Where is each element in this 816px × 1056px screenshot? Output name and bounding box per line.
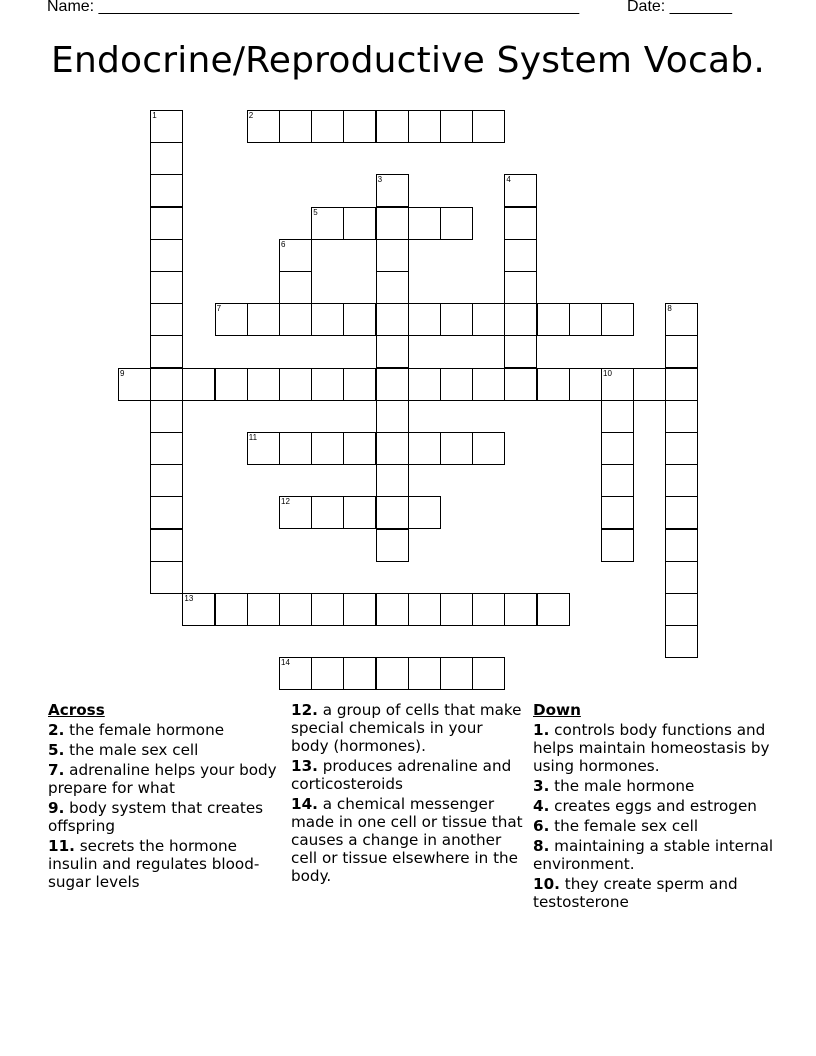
grid-cell[interactable] — [504, 207, 537, 240]
grid-cell[interactable] — [376, 432, 409, 465]
grid-cell[interactable] — [247, 110, 280, 143]
grid-cell[interactable] — [376, 207, 409, 240]
grid-cell[interactable] — [472, 303, 505, 336]
grid-cell[interactable] — [311, 368, 344, 401]
grid-cell[interactable] — [150, 303, 183, 336]
grid-cell[interactable] — [311, 110, 344, 143]
grid-cell[interactable] — [311, 303, 344, 336]
grid-cell[interactable] — [440, 593, 473, 626]
clue-across-9 — [48, 799, 278, 835]
clue-number: 4. — [533, 797, 550, 815]
grid-cell[interactable] — [665, 529, 698, 562]
grid-cell[interactable] — [665, 561, 698, 594]
grid-cell[interactable] — [440, 110, 473, 143]
clue-across-13 — [291, 757, 523, 793]
clue-text: a chemical messenger made in one cell or tissue that causes a change in another cell or tissue elsewhere in the body. — [291, 795, 523, 885]
clue-across-14 — [291, 795, 523, 885]
grid-cell[interactable] — [247, 368, 280, 401]
grid-cell[interactable] — [665, 400, 698, 433]
grid-cell[interactable] — [504, 335, 537, 368]
grid-cell[interactable] — [665, 303, 698, 336]
grid-cell[interactable] — [343, 110, 376, 143]
grid-cell[interactable] — [376, 303, 409, 336]
grid-cell[interactable] — [376, 335, 409, 368]
clue-text: maintaining a stable internal environment. — [533, 837, 774, 873]
grid-cell[interactable] — [472, 593, 505, 626]
clue-number: 1. — [533, 721, 550, 739]
grid-cell[interactable] — [279, 303, 312, 336]
clue-number: 12. — [291, 701, 318, 719]
grid-cell[interactable] — [182, 368, 215, 401]
clue-text: the female sex cell — [549, 817, 699, 835]
grid-cell[interactable] — [408, 593, 441, 626]
grid-cell[interactable] — [150, 142, 183, 175]
grid-cell[interactable] — [376, 657, 409, 690]
clue-number: 10. — [533, 875, 560, 893]
grid-cell[interactable] — [247, 303, 280, 336]
grid-cell[interactable] — [150, 496, 183, 529]
grid-cell[interactable] — [215, 593, 248, 626]
grid-cell[interactable] — [504, 368, 537, 401]
grid-cell[interactable] — [569, 303, 602, 336]
grid-cell[interactable] — [343, 496, 376, 529]
grid-cell[interactable] — [182, 593, 215, 626]
grid-cell[interactable] — [150, 335, 183, 368]
down-heading: Down — [533, 701, 581, 719]
clue-text: body system that creates offspring — [48, 799, 264, 835]
grid-cell[interactable] — [376, 174, 409, 207]
grid-cell[interactable] — [569, 368, 602, 401]
clue-number-label: 11 — [248, 433, 258, 442]
grid-cell[interactable] — [343, 432, 376, 465]
grid-cell[interactable] — [376, 593, 409, 626]
grid-cell[interactable] — [408, 432, 441, 465]
grid-cell[interactable] — [279, 432, 312, 465]
grid-cell[interactable] — [376, 464, 409, 497]
grid-cell[interactable] — [118, 368, 151, 401]
clue-down-4 — [533, 797, 778, 815]
grid-cell[interactable] — [633, 368, 666, 401]
grid-cell[interactable] — [504, 271, 537, 304]
grid-cell[interactable] — [408, 657, 441, 690]
grid-cell[interactable] — [440, 303, 473, 336]
grid-cell[interactable] — [601, 400, 634, 433]
grid-cell[interactable] — [408, 496, 441, 529]
grid-cell[interactable] — [279, 593, 312, 626]
grid-cell[interactable] — [343, 657, 376, 690]
clue-number: 8. — [533, 837, 550, 855]
clue-down-10 — [533, 875, 778, 911]
grid-cell[interactable] — [150, 207, 183, 240]
grid-cell[interactable] — [215, 303, 248, 336]
clue-number-label: 3 — [377, 175, 383, 185]
grid-cell[interactable] — [504, 303, 537, 336]
grid-cell[interactable] — [665, 335, 698, 368]
grid-cell[interactable] — [440, 207, 473, 240]
grid-cell[interactable] — [601, 496, 634, 529]
clue-text: secrets the hormone insulin and regulates blood-sugar levels — [48, 837, 260, 891]
grid-cell[interactable] — [472, 368, 505, 401]
clue-text: they create sperm and testosterone — [533, 875, 738, 911]
clue-text: produces adrenaline and corticosteroids — [291, 757, 512, 793]
grid-cell[interactable] — [376, 239, 409, 272]
grid-cell[interactable] — [376, 110, 409, 143]
clue-number: 3. — [533, 777, 550, 795]
clue-number-label: 2 — [248, 111, 254, 120]
grid-cell[interactable] — [311, 432, 344, 465]
grid-cell[interactable] — [343, 593, 376, 626]
grid-cell[interactable] — [150, 432, 183, 465]
grid-cell[interactable] — [279, 368, 312, 401]
grid-cell[interactable] — [150, 239, 183, 272]
grid-cell[interactable] — [472, 432, 505, 465]
clue-across-2 — [48, 721, 278, 739]
grid-cell[interactable] — [601, 464, 634, 497]
clue-number-label: 14 — [281, 658, 290, 668]
clue-text: controls body functions and helps maintain homeostasis by using hormones. — [533, 721, 770, 775]
clue-down-6 — [533, 817, 778, 835]
clue-number-label: 4 — [506, 175, 511, 185]
grid-cell[interactable] — [665, 625, 698, 658]
clue-number-label: 1 — [152, 111, 157, 120]
grid-cell[interactable] — [279, 271, 312, 304]
grid-cell[interactable] — [504, 239, 537, 272]
clue-number: 11. — [48, 837, 75, 855]
grid-cell[interactable] — [311, 593, 344, 626]
grid-cell[interactable] — [665, 368, 698, 401]
grid-cell[interactable] — [279, 239, 312, 272]
grid-cell[interactable] — [311, 496, 344, 529]
grid-cell[interactable] — [279, 657, 312, 690]
grid-cell[interactable] — [376, 271, 409, 304]
clue-number-label: 6 — [281, 239, 286, 249]
down-clues-column — [533, 701, 778, 913]
grid-cell[interactable] — [665, 496, 698, 529]
clue-number: 7. — [48, 761, 65, 779]
across-clues-continued — [291, 701, 523, 887]
grid-cell[interactable] — [408, 207, 441, 240]
grid-cell[interactable] — [215, 368, 248, 401]
across-clues-column — [48, 701, 278, 893]
grid-cell[interactable] — [408, 303, 441, 336]
grid-cell[interactable] — [665, 432, 698, 465]
grid-cell[interactable] — [665, 593, 698, 626]
grid-cell[interactable] — [665, 464, 698, 497]
grid-cell[interactable] — [150, 464, 183, 497]
grid-cell[interactable] — [537, 368, 570, 401]
clue-down-8 — [533, 837, 778, 873]
clue-text: the male sex cell — [64, 741, 199, 759]
grid-cell[interactable] — [472, 657, 505, 690]
grid-cell[interactable] — [247, 432, 280, 465]
grid-cell[interactable] — [150, 529, 183, 562]
clue-across-11 — [48, 837, 278, 891]
clue-number: 9. — [48, 799, 65, 817]
grid-cell[interactable] — [311, 657, 344, 690]
clue-number: 2. — [48, 721, 65, 739]
clue-number-label: 7 — [216, 304, 222, 314]
name-field: Name: ______________________________________________________ — [47, 0, 580, 15]
grid-cell[interactable] — [343, 207, 376, 240]
grid-cell[interactable] — [601, 529, 634, 562]
clue-text: adrenaline helps your body prepare for what — [48, 761, 277, 797]
grid-cell[interactable] — [440, 657, 473, 690]
grid-cell[interactable] — [601, 303, 634, 336]
page-title: Endocrine/Reproductive System Vocab. — [51, 40, 765, 81]
clue-text: the male hormone — [549, 777, 695, 795]
clue-text: a group of cells that make special chemicals in your body (hormones). — [291, 701, 522, 755]
grid-cell[interactable] — [279, 110, 312, 143]
grid-cell[interactable] — [504, 593, 537, 626]
clue-number: 5. — [48, 741, 65, 759]
grid-cell[interactable] — [537, 593, 570, 626]
clue-number-label: 5 — [313, 207, 318, 217]
grid-cell[interactable] — [440, 432, 473, 465]
date-field: Date: _______ — [627, 0, 732, 15]
clue-text: the female hormone — [64, 721, 225, 739]
grid-cell[interactable] — [408, 110, 441, 143]
clue-text: creates eggs and estrogen — [549, 797, 757, 815]
clue-down-3 — [533, 777, 778, 795]
grid-cell[interactable] — [408, 368, 441, 401]
clue-across-5 — [48, 741, 278, 759]
clue-number-label: 13 — [184, 594, 194, 603]
grid-cell[interactable] — [150, 368, 183, 401]
grid-cell[interactable] — [311, 207, 344, 240]
grid-cell[interactable] — [537, 303, 570, 336]
clue-across-7 — [48, 761, 278, 797]
clue-number-label: 10 — [603, 368, 612, 378]
grid-cell[interactable] — [279, 496, 312, 529]
grid-cell[interactable] — [376, 529, 409, 562]
clue-number-label: 12 — [281, 497, 290, 507]
grid-cell[interactable] — [150, 174, 183, 207]
clue-number: 13. — [291, 757, 318, 775]
clue-across-12 — [291, 701, 523, 755]
clue-down-1 — [533, 721, 778, 775]
clue-number-label: 9 — [120, 368, 125, 378]
grid-cell[interactable] — [150, 110, 183, 143]
grid-cell[interactable] — [440, 368, 473, 401]
clue-number: 14. — [291, 795, 318, 813]
grid-cell[interactable] — [343, 368, 376, 401]
grid-cell[interactable] — [150, 561, 183, 594]
clue-number: 6. — [533, 817, 550, 835]
grid-cell[interactable] — [376, 368, 409, 401]
grid-cell[interactable] — [376, 496, 409, 529]
grid-cell[interactable] — [150, 400, 183, 433]
grid-cell[interactable] — [247, 593, 280, 626]
clue-number-label: 8 — [667, 304, 672, 314]
across-heading: Across — [48, 701, 105, 719]
grid-cell[interactable] — [472, 110, 505, 143]
grid-cell[interactable] — [601, 432, 634, 465]
grid-cell[interactable] — [343, 303, 376, 336]
grid-cell[interactable] — [601, 368, 634, 401]
grid-cell[interactable] — [504, 174, 537, 207]
grid-cell[interactable] — [150, 271, 183, 304]
grid-cell[interactable] — [376, 400, 409, 433]
